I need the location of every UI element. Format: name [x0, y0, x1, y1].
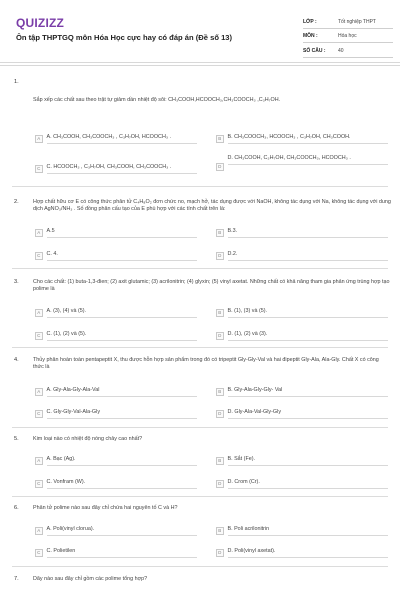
option-text: D.2. [228, 251, 388, 261]
option-letter-box: D [216, 163, 224, 171]
option-letter-box: A [35, 135, 43, 143]
question-text: Kim loại nào có nhiệt độ nóng chảy cao nhất? [33, 436, 143, 442]
question-text: Sắp xếp các chất sau theo trật tự giảm dần nhiệt độ sôi: CH₃COOH,HCOOCH₃,CH₃COOCH₃ ,C₃H₇OH. [33, 97, 281, 103]
question-divider [12, 566, 388, 567]
option-c[interactable] [35, 548, 197, 558]
option-letter-box: D [216, 549, 224, 557]
option-b[interactable] [216, 456, 388, 466]
question-divider [12, 186, 388, 187]
option-letter-box: C [35, 252, 43, 260]
option-letter-box: A [35, 527, 43, 535]
option-text: B. CH₃COOCH₃, HCOOCH₃ , C₃H₇OH, CH₃COOH. [228, 134, 388, 144]
option-text: A.5 [47, 228, 197, 238]
option-text: B. (1), (3) và (5). [228, 308, 388, 318]
question-number: 3. [14, 279, 19, 285]
meta-value: 40 [338, 47, 344, 54]
option-letter-box: B [216, 527, 224, 535]
meta-label: LỚP : [303, 18, 317, 25]
option-text: C. 4. [47, 251, 197, 261]
option-text: A. Bạc (Ag). [47, 456, 197, 466]
option-c[interactable] [35, 164, 197, 174]
option-c[interactable] [35, 409, 197, 419]
option-letter-box: C [35, 480, 43, 488]
question-number: 6. [14, 505, 19, 511]
option-b[interactable] [216, 308, 388, 318]
option-text: A. CH₃COOH, CH₃COOCH₃ , C₃H₇OH, HCOOCH₃ . [47, 134, 197, 144]
option-letter-box: B [216, 229, 224, 237]
meta-row-count [303, 43, 393, 58]
question-text: Cho các chất: (1) buta-1,3-đien; (2) axit glutamic; (3) acrilonitrin; (4) glyxin; (5) vinyl axetat. Những chất có khả năng tham gia phản ứng trùng hợp tạo polime là [33, 279, 390, 293]
meta-label: SỐ CÂU : [303, 47, 326, 54]
option-d[interactable] [216, 409, 388, 419]
meta-value: Tốt nghiệp THPT [338, 18, 376, 25]
option-text: D. Poli(vinyl axetat). [228, 548, 388, 558]
option-text: D. CH₃COOH, C₃H₇OH, CH₃COOCH₃, HCOOCH₃ . [228, 155, 388, 165]
question-text: Hợp chất hữu cơ E có công thức phân tử C₄H₈O₂ đơn chức no, mạch hở, tác dụng được với NaOH, không tác dụng với Na, không tác dụng với dung dịch AgNO₃/NH₃ . Số đồng phân cấu tạo của E phù hợp với các tính chất trên là: [33, 199, 391, 213]
option-letter-box: B [216, 309, 224, 317]
option-text: A. Gly-Ala-Gly-Ala-Val [47, 387, 197, 397]
question-divider [12, 347, 388, 348]
option-text: B. Gly-Ala-Gly-Gly- Val [228, 387, 388, 397]
option-text: C. Gly-Gly-Val-Ala-Gly [47, 409, 197, 419]
option-text: B.3. [228, 228, 388, 238]
option-text: B. Poli acrilonitrin [228, 526, 388, 536]
option-letter-box: D [216, 480, 224, 488]
question-divider [12, 268, 388, 269]
option-letter-box: D [216, 252, 224, 260]
option-d[interactable] [216, 548, 388, 558]
option-a[interactable] [35, 387, 197, 397]
question-text: Phân tử polime nào sau đây chỉ chứa hai nguyên tố C và H? [33, 505, 178, 511]
header-divider [0, 65, 400, 66]
question-divider [12, 427, 388, 428]
page-title: Ôn tập THPTGQ môn Hóa Học cực hay có đáp án (Đề số 13) [16, 33, 233, 42]
option-a[interactable] [35, 526, 197, 536]
question-number: 5. [14, 436, 19, 442]
option-text: C. Polietilen [47, 548, 197, 558]
option-text: B. Sắt (Fe). [228, 456, 388, 466]
option-letter-box: B [216, 135, 224, 143]
meta-label: MÔN : [303, 33, 318, 40]
question-divider [12, 496, 388, 497]
option-text: A. (3), (4) và (5). [47, 308, 197, 318]
option-b[interactable] [216, 134, 388, 144]
option-a[interactable] [35, 228, 197, 238]
option-letter-box: B [216, 457, 224, 465]
question-number: 7. [14, 576, 19, 582]
option-letter-box: B [216, 388, 224, 396]
option-text: D. Crom (Cr). [228, 479, 388, 489]
option-b[interactable] [216, 228, 388, 238]
option-d[interactable] [216, 251, 388, 261]
option-c[interactable] [35, 331, 197, 341]
option-letter-box: C [35, 165, 43, 173]
option-letter-box: A [35, 388, 43, 396]
option-a[interactable] [35, 456, 197, 466]
option-d[interactable] [216, 331, 388, 341]
option-letter-box: A [35, 229, 43, 237]
question-number: 4. [14, 357, 19, 363]
option-text: A. Poli(vinyl clorua). [47, 526, 197, 536]
option-letter-box: D [216, 410, 224, 418]
quizizz-logo: QUIZIZZ [16, 16, 65, 30]
option-letter-box: C [35, 549, 43, 557]
meta-row-subject [303, 29, 393, 44]
question-text: Dãy nào sau đây chỉ gồm các polime tổng hợp? [33, 576, 148, 582]
option-letter-box: A [35, 309, 43, 317]
option-b[interactable] [216, 387, 388, 397]
option-d[interactable] [216, 479, 388, 489]
option-d[interactable] [216, 155, 388, 171]
option-letter-box: C [35, 332, 43, 340]
option-text: C. Vonfram (W). [47, 479, 197, 489]
header-divider [0, 62, 400, 63]
option-letter-box: C [35, 410, 43, 418]
option-text: D. Gly-Ala-Val-Gly-Gly [228, 409, 388, 419]
option-c[interactable] [35, 479, 197, 489]
meta-value: Hóa học [338, 33, 357, 40]
option-letter-box: A [35, 457, 43, 465]
question-text: Thủy phân hoàn toàn pentapeptit X, thu được hỗn hợp sản phẩm trong đó có tripeptit Gly-Gly-Val và hai đipeptit Gly-Ala, Ala-Gly. Chất X có công thức là [33, 357, 379, 371]
meta-panel [303, 14, 393, 58]
question-number: 2. [14, 199, 19, 205]
meta-row-grade [303, 14, 393, 29]
option-b[interactable] [216, 526, 388, 536]
option-c[interactable] [35, 251, 197, 261]
option-a[interactable] [35, 134, 197, 144]
option-text: C. HCOOCH₃ , C₃H₇OH, CH₃COOH, CH₃COOCH₃ . [47, 164, 197, 174]
option-text: C. (1), (2) và (5). [47, 331, 197, 341]
option-text: D. (1), (2) và (3). [228, 331, 388, 341]
question-number: 1. [14, 79, 19, 85]
option-a[interactable] [35, 308, 197, 318]
option-letter-box: D [216, 332, 224, 340]
